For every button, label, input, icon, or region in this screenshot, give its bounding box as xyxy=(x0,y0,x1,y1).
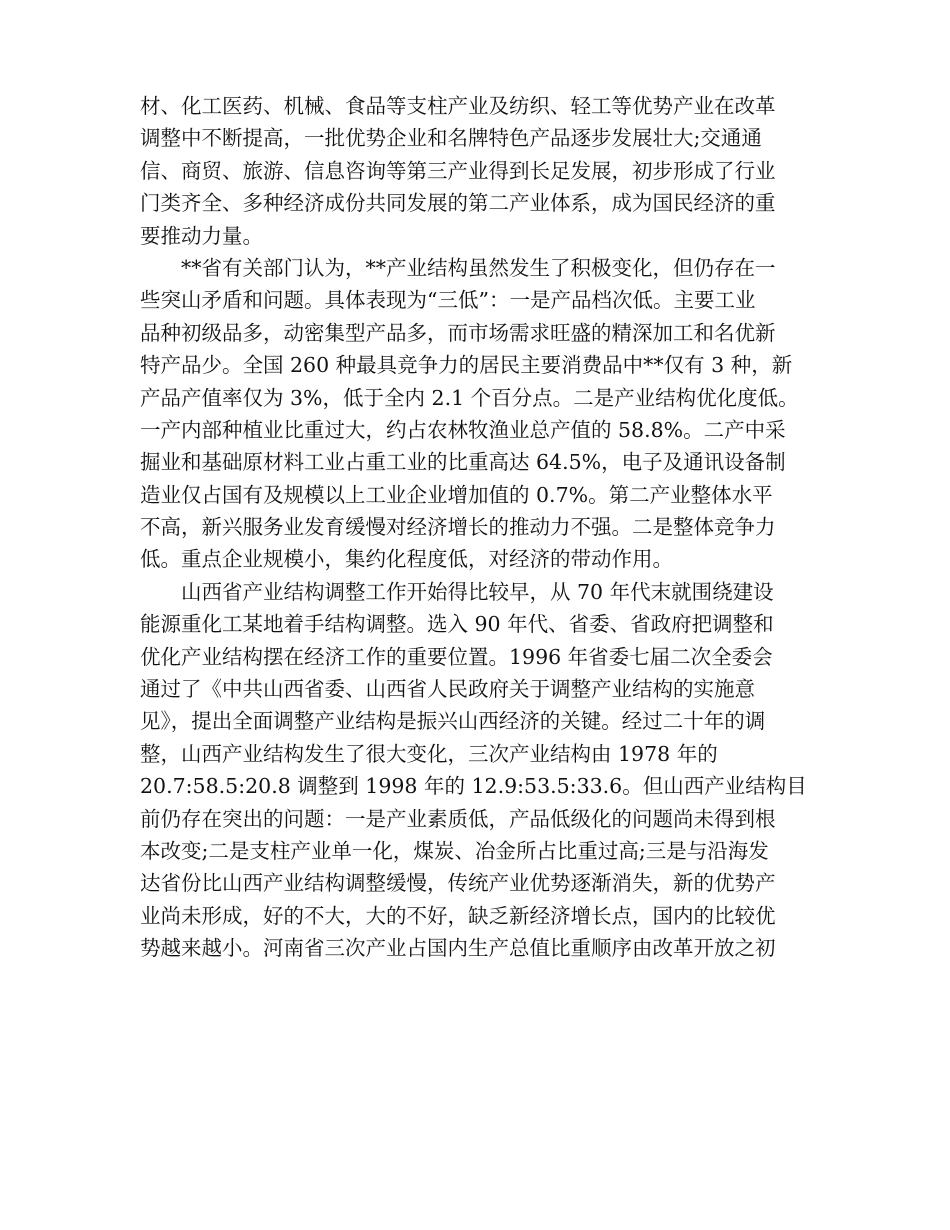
text-line: 优化产业结构摆在经济工作的重要位置。1996 年省委七届二次全委会 xyxy=(140,644,773,669)
text-line: 势越来越小。河南省三次产业占国内生产总值比重顺序由改革开放之初 xyxy=(140,936,776,961)
text-line: 本改变;二是支柱产业单一化，煤炭、冶金所占比重过高;三是与沿海发 xyxy=(140,838,769,863)
text-line: **省有关部门认为，**产业结构虽然发生了积极变化，但仍存在一 xyxy=(181,255,776,280)
text-line: 能源重化工某地着手结构调整。选入 90 年代、省委、省政府把调整和 xyxy=(140,612,774,637)
text-line: 20.7:58.5:20.8 调整到 1998 年的 12.9:53.5:33.6。但山西产业结构目 xyxy=(140,774,807,799)
text-line: 通过了《中共山西省委、山西省人民政府关于调整产业结构的实施意 xyxy=(140,677,755,702)
paragraph-3 xyxy=(140,576,816,965)
text-line: 山西省产业结构调整工作开始得比较早，从 70 年代末就围绕建设 xyxy=(181,579,774,604)
text-line: 达省份比山西产业结构调整缓慢，传统产业优势逐渐消失，新的优势产 xyxy=(140,871,776,896)
paragraph-2 xyxy=(140,252,816,576)
text-line: 特产品少。全国 260 种最具竞争力的居民主要消费品中**仅有 3 种，新 xyxy=(140,353,793,378)
text-line: 门类齐全、多种经济成份共同发展的第二产业体系，成为国民经济的重 xyxy=(140,191,776,216)
text-line: 一产内部种植业比重过大，约占农林牧渔业总产值的 58.8%。二产中采 xyxy=(140,417,786,442)
text-line: 整，山西产业结构发生了很大变化，三次产业结构由 1978 年的 xyxy=(140,741,718,766)
text-line: 产品产值率仅为 3%，低于全内 2.1 个百分点。二是产业结构优化度低。 xyxy=(140,385,799,410)
text-line: 品种初级品多，动密集型产品多，而市场需求旺盛的精深加工和名优新 xyxy=(140,320,776,345)
text-line: 见》，提出全面调整产业结构是振兴山西经济的关键。经过二十年的调 xyxy=(140,709,766,734)
text-line: 材、化工医药、机械、食品等支柱产业及纺织、轻工等优势产业在改革 xyxy=(140,94,776,118)
text-line: 业尚未形成，好的不大，大的不好，缺乏新经济增长点，国内的比较优 xyxy=(140,903,776,928)
text-line: 不高，新兴服务业发育缓慢对经济增长的推动力不强。二是整体竞争力 xyxy=(140,515,776,540)
text-line: 造业仅占国有及规模以上工业企业增加值的 0.7%。第二产业整体水平 xyxy=(140,482,773,507)
text-line: 要推动力量。 xyxy=(140,223,263,248)
text-line: 掘业和基础原材料工业占重工业的比重高达 64.5%，电子及通讯设备制 xyxy=(140,450,786,475)
text-line: 低。重点企业规模小，集约化程度低，对经济的带动作用。 xyxy=(140,547,673,572)
paragraph-1 xyxy=(140,90,816,252)
body-text xyxy=(140,90,816,965)
text-line: 信、商贸、旅游、信息咨询等第三产业得到长足发展，初步形成了行业 xyxy=(140,158,776,183)
text-line: 前仍存在突出的问题：一是产业素质低，产品低级化的问题尚未得到根 xyxy=(140,806,776,831)
text-line: 些突山矛盾和问题。具体表现为“三低”：一是产品档次低。主要工业 xyxy=(140,288,756,313)
text-line: 调整中不断提高，一批优势企业和名牌特色产品逐步发展壮大;交通通 xyxy=(140,126,762,151)
